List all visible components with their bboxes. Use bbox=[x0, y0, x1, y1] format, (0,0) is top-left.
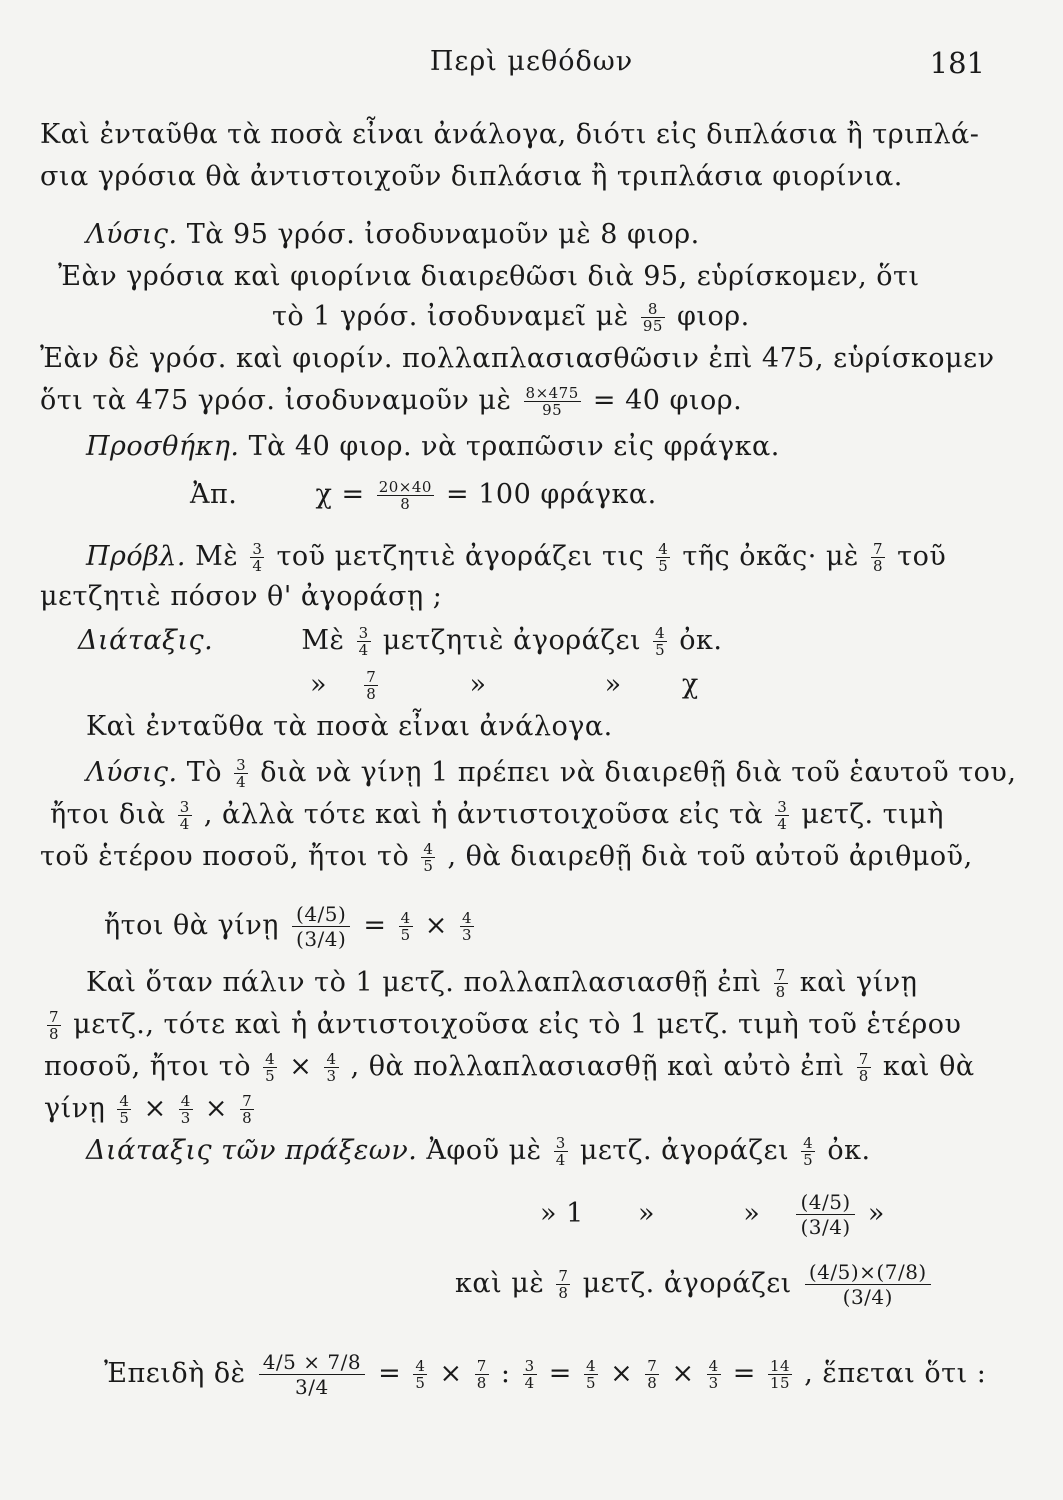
answer-label: Ἀπ. bbox=[190, 479, 238, 510]
fraction: $\frac{14}{15}$ bbox=[770, 1357, 791, 1392]
text-line: Καὶ ἐνταῦθα τὰ ποσὰ εἶναι ἀνάλογα. bbox=[86, 711, 613, 742]
text-line bbox=[40, 384, 742, 418]
text-line: γίνῃ $\frac{4}{5}$ × $\frac{4}{3}$ × $\frac{7}{8}$ bbox=[44, 1092, 253, 1127]
text-line: Λύσις. Τὸ $\frac{3}{4}$ διὰ νὰ γίνῃ 1 πρέπει νὰ διαιρεθῇ διὰ τοῦ ἑαυτοῦ του, bbox=[86, 756, 1017, 791]
text-line: μετζητιὲ πόσον θ' ἀγοράσῃ ; bbox=[40, 581, 443, 612]
fraction: $\frac{4}{5}$ bbox=[803, 1134, 814, 1169]
text-line: τοῦ ἑτέρου ποσοῦ, ἤτοι τὸ $\frac{4}{5}$ , θὰ διαιρεθῇ διὰ τοῦ αὐτοῦ ἀριθμοῦ, bbox=[40, 840, 973, 875]
text-line bbox=[86, 430, 780, 464]
section-label: Πρόβλ. bbox=[86, 541, 186, 572]
fraction: $\frac{4}{3}$ bbox=[180, 1092, 191, 1127]
fraction: $\frac{7}{8}$ bbox=[366, 668, 377, 703]
fraction: $\frac{7}{8}$ bbox=[476, 1357, 487, 1392]
text-line: σια γρόσια θὰ ἀντιστοιχοῦν διπλάσια ἢ τριπλάσια φιορίνια. bbox=[40, 161, 903, 192]
text-line: ποσοῦ, ἤτοι τὸ $\frac{4}{5}$ × $\frac{4}{3}$ , θὰ πολλαπλασιασθῇ καὶ αὐτὸ ἐπὶ $\frac{7}{8}$ καὶ θὰ bbox=[44, 1050, 975, 1085]
text-span: τὸ 1 γρόσ. ἰσοδυναμεῖ μὲ bbox=[272, 301, 629, 332]
text-span: Τὰ 40 φιορ. νὰ τραπῶσιν εἰς φράγκα. bbox=[248, 431, 780, 462]
text-span: φιορ. bbox=[677, 301, 750, 332]
text-line: » $\frac{7}{8}$ » » χ bbox=[310, 668, 699, 703]
text-line: Διάταξις. Μὲ $\frac{3}{4}$ μετζητιὲ ἀγοράζει $\frac{4}{5}$ ὀκ. bbox=[78, 624, 723, 659]
fraction: $\frac{4}{5}$ bbox=[658, 540, 669, 575]
section-label: Λύσις. bbox=[86, 219, 178, 250]
fraction: $\frac{7}{8}$ bbox=[242, 1092, 253, 1127]
text-line bbox=[190, 478, 657, 512]
fraction: $\frac{7}{8}$ bbox=[647, 1357, 658, 1392]
text-line: Πρόβλ. Μὲ $\frac{3}{4}$ τοῦ μετζητιὲ ἀγοράζει τις $\frac{4}{5}$ τῆς ὀκᾶς· μὲ $\frac{7}{8}$ τοῦ bbox=[86, 540, 947, 575]
compound-fraction: $\frac{(4/5)}{(3/4)}$ bbox=[796, 1190, 854, 1239]
fraction: $\frac{7}{8}$ bbox=[49, 1008, 60, 1043]
section-label: Διάταξις τῶν πράξεων. bbox=[86, 1135, 418, 1166]
fraction: $\frac{8\times 475}{95}$ bbox=[525, 384, 579, 419]
fraction: $\frac{7}{8}$ bbox=[558, 1267, 569, 1302]
text-line: ἤτοι θὰ γίνῃ $\frac{(4/5)}{(3/4)}$ = $\frac{4}{5}$ × $\frac{4}{3}$ bbox=[104, 902, 473, 951]
fraction: $\frac{4}{5}$ bbox=[400, 909, 411, 944]
text-line: καὶ μὲ $\frac{7}{8}$ μετζ. ἀγοράζει $\frac{(4/5)\times(7/8)}{(3/4)}$ bbox=[455, 1260, 935, 1309]
section-label: Λύσις. bbox=[86, 757, 178, 788]
fraction: $\frac{4}{5}$ bbox=[585, 1357, 596, 1392]
fraction: $\frac{3}{4}$ bbox=[179, 798, 190, 833]
page-number: 181 bbox=[929, 46, 985, 80]
text-line: Διάταξις τῶν πράξεων. Ἀφοῦ μὲ $\frac{3}{4}$ μετζ. ἀγοράζει $\frac{4}{5}$ ὀκ. bbox=[86, 1134, 871, 1169]
text-line: Ἐὰν γρόσια καὶ φιορίνια διαιρεθῶσι διὰ 95, εὑρίσκομεν, ὅτι bbox=[58, 261, 920, 292]
fraction: $\frac{3}{4}$ bbox=[777, 798, 788, 833]
text-line: » 1 » » $\frac{(4/5)}{(3/4)}$ » bbox=[540, 1190, 885, 1239]
text-line: ἤτοι διὰ $\frac{3}{4}$ , ἀλλὰ τότε καὶ ἡ ἀντιστοιχοῦσα εἰς τὰ $\frac{3}{4}$ μετζ. τιμὴ bbox=[50, 798, 944, 833]
text-line bbox=[272, 300, 750, 334]
fraction: $\frac{3}{4}$ bbox=[555, 1134, 566, 1169]
fraction: $\frac{7}{8}$ bbox=[858, 1050, 869, 1085]
text-line bbox=[86, 218, 700, 252]
fraction: $\frac{4}{5}$ bbox=[655, 624, 666, 659]
text-line: Καὶ ἐνταῦθα τὰ ποσὰ εἶναι ἀνάλογα, διότι εἰς διπλάσια ἢ τριπλά- bbox=[40, 119, 980, 150]
fraction: $\frac{7}{8}$ bbox=[775, 966, 786, 1001]
fraction: $\frac{8}{95}$ bbox=[642, 300, 663, 335]
fraction: $\frac{4}{5}$ bbox=[265, 1050, 276, 1085]
text-line: Ἐὰν δὲ γρόσ. καὶ φιορίν. πολλαπλασιασθῶσιν ἐπὶ 475, εὑρίσκομεν bbox=[40, 343, 995, 374]
fraction: $\frac{3}{4}$ bbox=[236, 756, 247, 791]
text-span: χ = bbox=[315, 479, 365, 510]
section-label: Διάταξις. bbox=[78, 625, 214, 656]
compound-fraction: $\frac{(4/5)}{(3/4)}$ bbox=[292, 902, 350, 951]
running-header-title: Περὶ μεθόδων bbox=[429, 46, 634, 77]
fraction: $\frac{3}{4}$ bbox=[252, 540, 263, 575]
text-span: = 40 φιορ. bbox=[592, 385, 743, 416]
text-line: $\frac{7}{8}$ μετζ., τότε καὶ ἡ ἀντιστοιχοῦσα εἰς τὸ 1 μετζ. τιμὴ τοῦ ἑτέρου bbox=[49, 1008, 962, 1043]
fraction: $\frac{4}{5}$ bbox=[415, 1357, 426, 1392]
fraction: $\frac{20\times 40}{8}$ bbox=[378, 478, 432, 513]
section-label: Προσθήκη. bbox=[86, 431, 240, 462]
text-span: Τὰ 95 γρόσ. ἰσοδυναμοῦν μὲ 8 φιορ. bbox=[186, 219, 700, 250]
fraction: $\frac{4}{3}$ bbox=[708, 1357, 719, 1392]
fraction: $\frac{4}{5}$ bbox=[119, 1092, 130, 1127]
text-span: = 100 φράγκα. bbox=[446, 479, 657, 510]
fraction: $\frac{4}{3}$ bbox=[461, 909, 473, 944]
fraction: $\frac{7}{8}$ bbox=[873, 540, 884, 575]
fraction: $\frac{4}{5}$ bbox=[423, 840, 434, 875]
compound-fraction: $\frac{4/5 \times 7/8}{3/4}$ bbox=[259, 1350, 365, 1399]
text-line: Καὶ ὅταν πάλιν τὸ 1 μετζ. πολλαπλασιασθῇ ἐπὶ $\frac{7}{8}$ καὶ γίνῃ bbox=[86, 966, 918, 1001]
compound-fraction: $\frac{(4/5)\times(7/8)}{(3/4)}$ bbox=[805, 1260, 931, 1309]
fraction: $\frac{3}{4}$ bbox=[358, 624, 369, 659]
fraction: $\frac{3}{4}$ bbox=[524, 1357, 535, 1392]
fraction: $\frac{4}{3}$ bbox=[326, 1050, 337, 1085]
text-line: Ἐπειδὴ δὲ $\frac{4/5 \times 7/8}{3/4}$ = $\frac{4}{5}$ × $\frac{7}{8}$ : $\frac{3}{4}$ = $\frac{4}{5}$ × $\frac{7}{8}$ × $\frac{4}{3}$ = $\frac{14}{15}$ , ἕπεται ὅτι : bbox=[104, 1350, 987, 1399]
text-span: ὅτι τὰ 475 γρόσ. ἰσοδυναμοῦν μὲ bbox=[40, 385, 512, 416]
